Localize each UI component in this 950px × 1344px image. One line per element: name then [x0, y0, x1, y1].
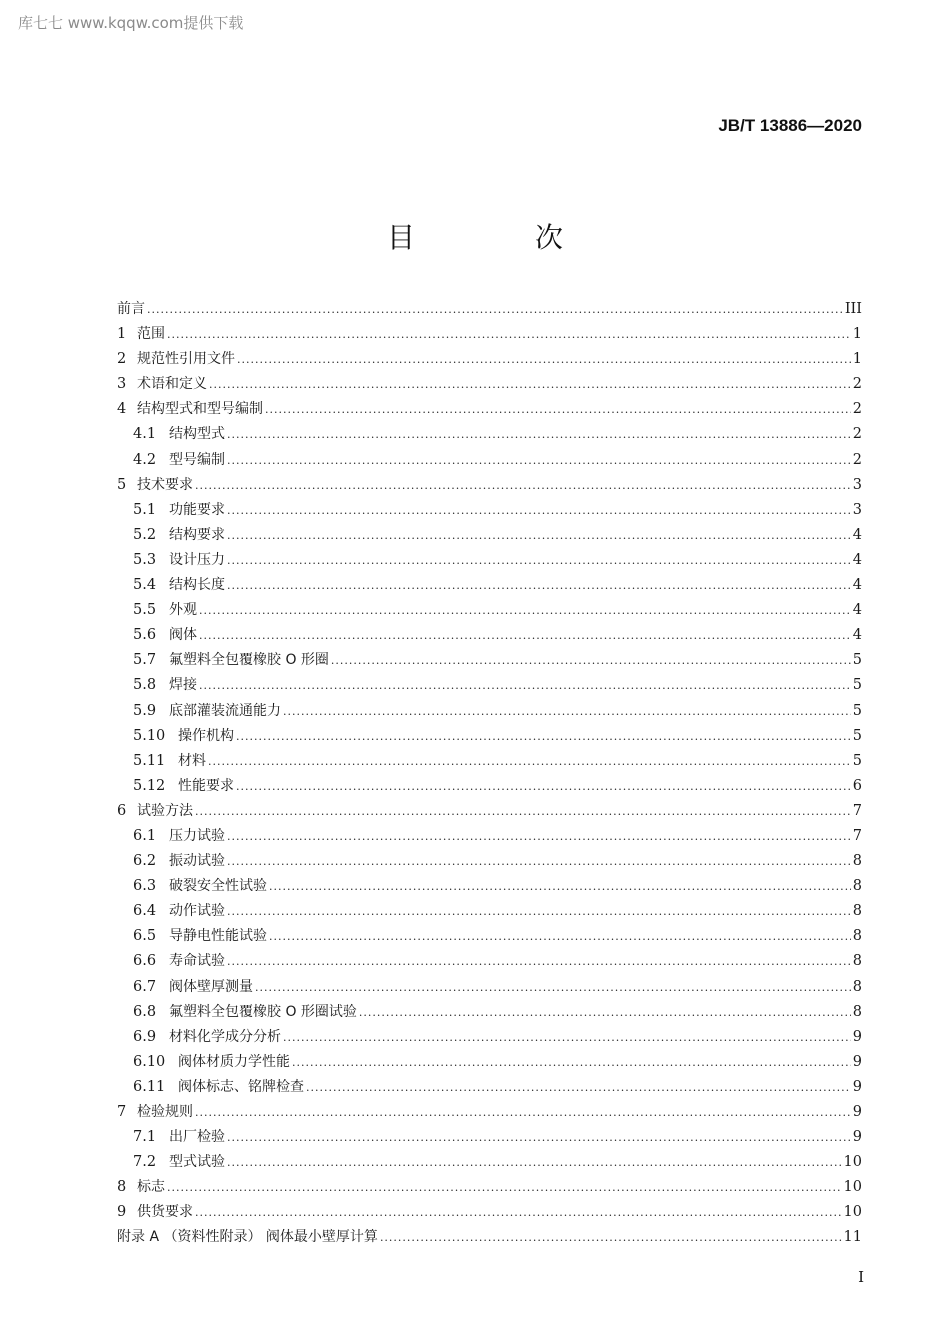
toc-number: 5.11: [133, 752, 166, 769]
page-number: I: [858, 1268, 864, 1286]
toc-subentry[interactable]: [117, 648, 862, 673]
toc-number: 6.2: [133, 853, 157, 870]
toc-subentry[interactable]: [117, 598, 862, 623]
toc-label: 焊接: [169, 677, 197, 694]
toc-page: 6: [852, 777, 862, 794]
toc-number: 5.12: [133, 777, 166, 794]
toc-label: 前言: [117, 301, 145, 317]
toc-page: 9: [852, 1053, 862, 1070]
toc-page: 3: [852, 476, 862, 493]
toc-number: 6.3: [133, 878, 157, 895]
toc-leader: [380, 1225, 842, 1250]
toc-subentry[interactable]: [117, 774, 862, 799]
toc-page: 2: [852, 401, 862, 418]
toc-number: 6.5: [133, 928, 157, 945]
toc-label: 寿命试验: [169, 953, 225, 970]
toc-page: 5: [852, 702, 862, 719]
toc-subentry[interactable]: [117, 548, 862, 573]
toc-entry-foreword[interactable]: [117, 297, 862, 322]
toc-page: 9: [852, 1078, 862, 1095]
toc-number: 8: [117, 1179, 127, 1196]
toc-page: 5: [852, 752, 862, 769]
toc-entry-appendix-a[interactable]: [117, 1225, 862, 1250]
toc-number: 5.8: [133, 677, 157, 694]
toc-page: 4: [852, 551, 862, 568]
toc-page: 5: [852, 727, 862, 744]
toc-entry[interactable]: [117, 1100, 862, 1125]
toc-subentry[interactable]: [117, 724, 862, 749]
toc-label: 氟塑料全包覆橡胶 O 形圈试验: [169, 1003, 357, 1020]
toc-page: 7: [852, 802, 862, 819]
toc-subentry[interactable]: [117, 1025, 862, 1050]
toc-leader: [237, 347, 851, 372]
toc-page: 8: [852, 953, 862, 970]
toc-page: 4: [852, 627, 862, 644]
toc-number: 5.7: [133, 652, 157, 669]
watermark-text: 库七七 www.kqqw.com提供下载: [18, 14, 244, 32]
toc-label: 阀体: [169, 627, 197, 644]
toc-label: 动作试验: [169, 903, 225, 920]
toc-entry[interactable]: [117, 1175, 862, 1200]
toc-page: III: [844, 301, 862, 317]
toc-leader: [227, 824, 851, 849]
toc-page: 2: [852, 451, 862, 468]
toc-number: 5: [117, 476, 127, 493]
toc-leader: [195, 1100, 851, 1125]
toc-subentry[interactable]: [117, 422, 862, 447]
toc-page: 8: [852, 928, 862, 945]
toc-label: 导静电性能试验: [169, 928, 267, 945]
toc-label: 术语和定义: [137, 376, 207, 393]
toc-label: 结构要求: [169, 526, 225, 543]
toc-label: 材料: [178, 752, 206, 769]
toc-label: 操作机构: [178, 727, 234, 744]
toc-number: 7.2: [133, 1154, 157, 1171]
toc-leader: [227, 849, 851, 874]
table-of-contents: [117, 297, 862, 1251]
toc-page: 8: [852, 903, 862, 920]
toc-leader: [236, 724, 851, 749]
toc-subentry[interactable]: [117, 824, 862, 849]
toc-subentry[interactable]: [117, 874, 862, 899]
toc-page: 8: [852, 1003, 862, 1020]
toc-number: 5.9: [133, 702, 157, 719]
toc-number: 7.1: [133, 1129, 157, 1146]
toc-subentry[interactable]: [117, 448, 862, 473]
toc-leader: [306, 1075, 851, 1100]
toc-subentry[interactable]: [117, 949, 862, 974]
toc-page: 4: [852, 526, 862, 543]
toc-leader: [227, 1125, 851, 1150]
toc-subentry[interactable]: [117, 924, 862, 949]
toc-subentry[interactable]: [117, 1000, 862, 1025]
toc-leader: [227, 949, 851, 974]
toc-subentry[interactable]: [117, 1125, 862, 1150]
toc-leader: [269, 874, 851, 899]
toc-entry[interactable]: [117, 347, 862, 372]
toc-label: 技术要求: [137, 476, 193, 493]
toc-leader: [331, 648, 851, 673]
toc-leader: [236, 774, 851, 799]
toc-page: 3: [852, 501, 862, 518]
toc-leader: [167, 1175, 842, 1200]
toc-number: 5.6: [133, 627, 157, 644]
toc-page: 2: [852, 376, 862, 393]
toc-label: 供货要求: [137, 1204, 193, 1221]
toc-subentry[interactable]: [117, 849, 862, 874]
toc-leader: [147, 297, 843, 322]
toc-leader: [167, 322, 851, 347]
toc-label: 材料化学成分分析: [169, 1028, 281, 1045]
toc-page: 4: [852, 577, 862, 594]
toc-page: 4: [852, 602, 862, 619]
toc-page: 1: [852, 326, 862, 343]
toc-number: 4.2: [133, 451, 157, 468]
toc-number: 5.4: [133, 577, 157, 594]
toc-page: 2: [852, 426, 862, 443]
toc-number: 5.1: [133, 501, 157, 518]
toc-leader: [209, 372, 851, 397]
toc-page: 11: [843, 1229, 862, 1246]
toc-label: 功能要求: [169, 501, 225, 518]
toc-page: 10: [843, 1204, 862, 1221]
toc-leader: [255, 975, 851, 1000]
toc-label: 压力试验: [169, 827, 225, 844]
toc-leader: [195, 799, 851, 824]
toc-label: 规范性引用文件: [137, 351, 235, 368]
toc-leader: [227, 899, 851, 924]
toc-leader: [227, 548, 851, 573]
toc-label: 型式试验: [169, 1154, 225, 1171]
toc-leader: [227, 448, 851, 473]
toc-label: 阀体壁厚测量: [169, 978, 253, 995]
toc-leader: [199, 673, 851, 698]
toc-number: 6.10: [133, 1053, 166, 1070]
toc-number: 9: [117, 1204, 127, 1221]
toc-entry[interactable]: [117, 372, 862, 397]
toc-number: 6.11: [133, 1078, 166, 1095]
toc-page: 9: [852, 1129, 862, 1146]
toc-page: 8: [852, 853, 862, 870]
toc-leader: [269, 924, 851, 949]
toc-number: 6.4: [133, 903, 157, 920]
toc-label: 阀体材质力学性能: [178, 1053, 290, 1070]
toc-label: 底部灌装流通能力: [169, 702, 281, 719]
toc-number: 4: [117, 401, 127, 418]
toc-page: 1: [852, 351, 862, 368]
toc-number: 2: [117, 351, 127, 368]
toc-label: 标志: [137, 1179, 165, 1196]
toc-leader: [208, 749, 851, 774]
toc-leader: [292, 1050, 851, 1075]
toc-number: 1: [117, 326, 127, 343]
toc-subentry[interactable]: [117, 623, 862, 648]
toc-leader: [227, 422, 851, 447]
toc-entry[interactable]: [117, 473, 862, 498]
toc-label: 试验方法: [137, 802, 193, 819]
toc-number: 5.5: [133, 602, 157, 619]
toc-number: 5.2: [133, 526, 157, 543]
toc-page: 5: [852, 652, 862, 669]
toc-label: 外观: [169, 602, 197, 619]
toc-label: 性能要求: [178, 777, 234, 794]
toc-number: 6.1: [133, 827, 157, 844]
toc-subentry[interactable]: [117, 523, 862, 548]
toc-leader: [195, 1200, 842, 1225]
toc-label: 型号编制: [169, 451, 225, 468]
toc-number: 4.1: [133, 426, 157, 443]
toc-number: 6.6: [133, 953, 157, 970]
toc-number: 6.7: [133, 978, 157, 995]
toc-entry[interactable]: [117, 322, 862, 347]
toc-subentry[interactable]: [117, 673, 862, 698]
toc-label: 阀体标志、铭牌检查: [178, 1078, 304, 1095]
toc-page: 10: [843, 1154, 862, 1171]
toc-label: 设计压力: [169, 551, 225, 568]
toc-leader: [359, 1000, 851, 1025]
toc-number: 6: [117, 802, 127, 819]
toc-subentry[interactable]: [117, 573, 862, 598]
toc-subentry[interactable]: [117, 975, 862, 1000]
toc-entry[interactable]: [117, 799, 862, 824]
toc-label: 范围: [137, 326, 165, 343]
toc-label: 出厂检验: [169, 1129, 225, 1146]
toc-entry[interactable]: [117, 1200, 862, 1225]
toc-page: 5: [852, 677, 862, 694]
toc-number: 5.10: [133, 727, 166, 744]
toc-number: 7: [117, 1104, 127, 1120]
toc-label: 振动试验: [169, 853, 225, 870]
toc-number: 5.3: [133, 551, 157, 568]
toc-label: 结构型式: [169, 426, 225, 443]
toc-number: 6.9: [133, 1028, 157, 1045]
toc-page: 9: [852, 1028, 862, 1045]
toc-leader: [199, 598, 851, 623]
toc-label: 结构型式和型号编制: [137, 401, 263, 418]
toc-label: 结构长度: [169, 577, 225, 594]
toc-number: 3: [117, 376, 127, 393]
toc-page: 10: [843, 1179, 862, 1196]
standard-code: JB/T 13886—2020: [718, 116, 862, 135]
toc-label: 检验规则: [137, 1104, 193, 1120]
toc-leader: [227, 498, 851, 523]
toc-leader: [265, 397, 851, 422]
toc-entry[interactable]: [117, 397, 862, 422]
toc-page: 9: [852, 1104, 862, 1120]
toc-number: 6.8: [133, 1003, 157, 1020]
toc-subentry[interactable]: [117, 899, 862, 924]
toc-leader: [227, 573, 851, 598]
toc-subentry[interactable]: [117, 1075, 862, 1100]
toc-subentry[interactable]: [117, 749, 862, 774]
toc-leader: [227, 1150, 842, 1175]
toc-label: 附录 A （资料性附录） 阀体最小壁厚计算: [117, 1229, 378, 1246]
toc-leader: [227, 523, 851, 548]
toc-label: 破裂安全性试验: [169, 878, 267, 895]
toc-leader: [199, 623, 851, 648]
toc-page: 8: [852, 978, 862, 995]
toc-leader: [195, 473, 851, 498]
toc-page: 7: [852, 827, 862, 844]
toc-subentry[interactable]: [117, 1050, 862, 1075]
page-title: 目 次: [386, 221, 609, 254]
toc-leader: [283, 699, 851, 724]
toc-subentry[interactable]: [117, 498, 862, 523]
toc-leader: [283, 1025, 851, 1050]
toc-page: 8: [852, 878, 862, 895]
toc-subentry[interactable]: [117, 1150, 862, 1175]
toc-label: 氟塑料全包覆橡胶 O 形圈: [169, 652, 329, 669]
toc-subentry[interactable]: [117, 699, 862, 724]
